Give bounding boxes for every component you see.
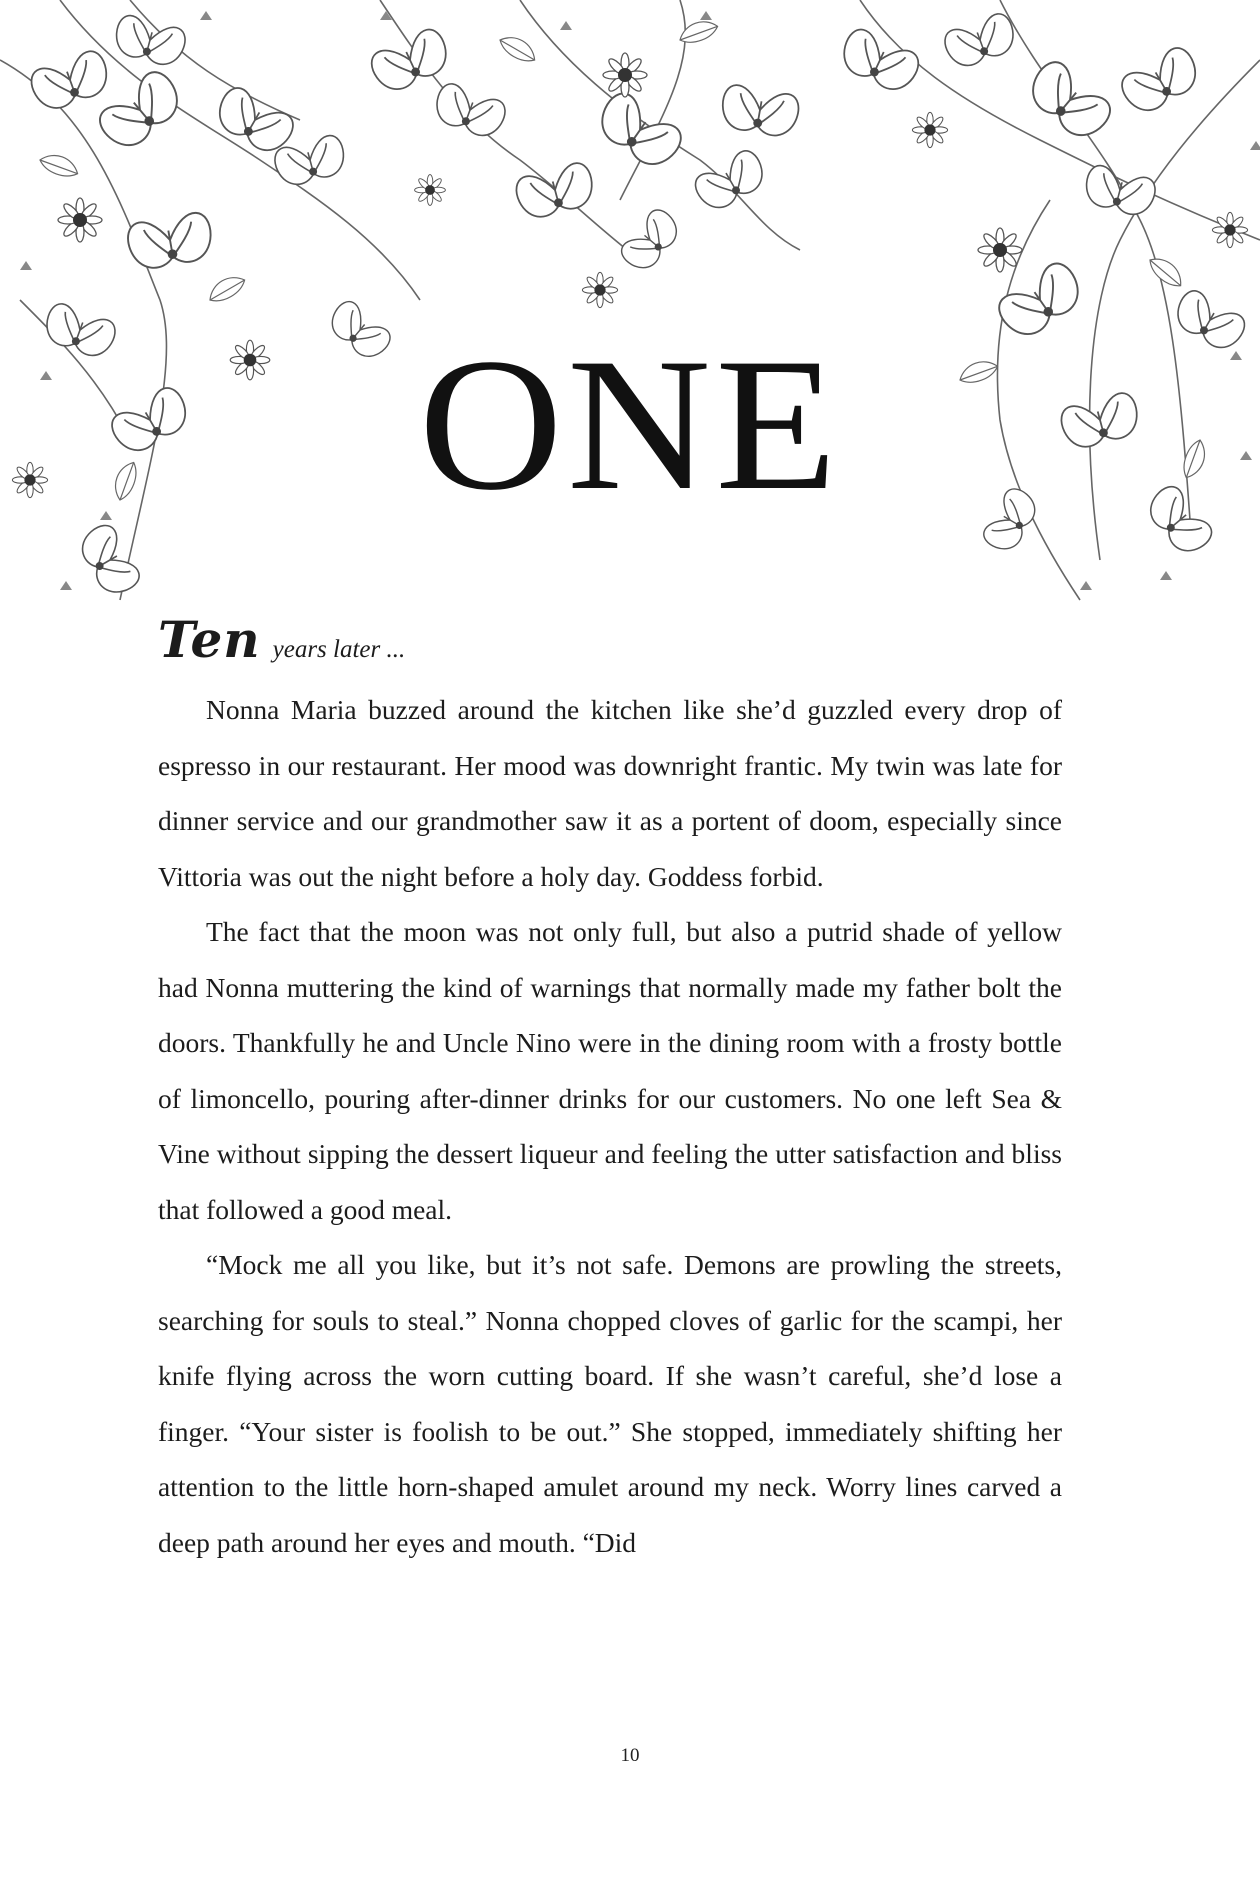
chapter-title: ONE (418, 320, 842, 530)
chapter-body (158, 610, 1062, 1570)
paragraph: “Mock me all you like, but it’s not safe. Demons are prowling the streets, searching for souls to steal.” Nonna chopped cloves of garlic for the scampi, her knife flying across the worn cutting board. If she wasn’t careful, she’d lose a finger. “Your sister is foolish to be out.” She stopped, immediately shifting her attention to the little horn-shaped amulet around my neck. Worry lines carved a deep path around her eyes and mouth. “Did (158, 1249, 1062, 1558)
page-number: 10 (620, 1745, 640, 1766)
lead-rest: years later ... (272, 636, 406, 663)
chapter-lead (158, 610, 1062, 680)
paragraph: The fact that the moon was not only full, but also a putrid shade of yellow had Nonna muttering the kind of warnings that normally made my father bolt the doors. Thankfully he and Uncle Nino were in the dining room with a frosty bottle of limoncello, pouring after-dinner drinks for our customers. No one left Sea & Vine without sipping the dessert liqueur and feeling the utter satisfaction and bliss that followed a good meal. (158, 916, 1062, 1225)
lead-word: Ten (158, 610, 261, 669)
paragraph: Nonna Maria buzzed around the kitchen like she’d guzzled every drop of espresso in our restaurant. Her mood was downright frantic. My twin was late for dinner service and our grandmother saw it as a portent of doom, especially since Vittoria was out the night before a holy day. Goddess forbid. (158, 694, 1062, 892)
